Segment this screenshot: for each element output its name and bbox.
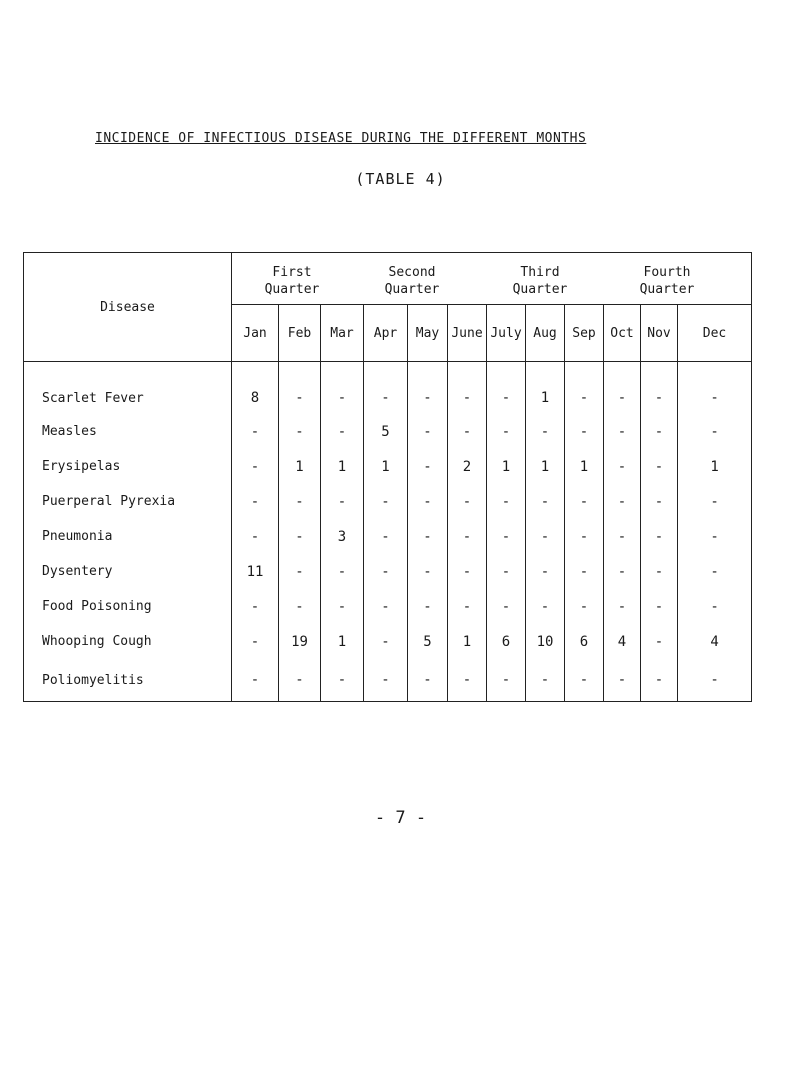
cell-oct: -: [604, 659, 641, 702]
table-row: [24, 554, 752, 589]
disease-name: Pneumonia: [24, 519, 232, 554]
quarter-first: [242, 264, 342, 298]
quarter-third-line2: Quarter: [512, 282, 568, 297]
cell-dec: -: [678, 659, 752, 702]
cell-aug: -: [526, 589, 565, 624]
quarter-first-line1: First: [272, 265, 312, 280]
cell-sep: -: [565, 554, 604, 589]
cell-may: -: [408, 554, 448, 589]
month-header: June: [448, 305, 487, 362]
disease-name: Erysipelas: [24, 449, 232, 484]
cell-dec: -: [678, 519, 752, 554]
quarter-fourth-line1: Fourth: [643, 265, 691, 280]
month-header: Nov: [641, 305, 678, 362]
cell-sep: -: [565, 519, 604, 554]
cell-july: -: [487, 414, 526, 449]
cell-nov: -: [641, 484, 678, 519]
table-row: [24, 484, 752, 519]
cell-feb: -: [279, 484, 321, 519]
cell-june: -: [448, 659, 487, 702]
disease-name: Puerperal Pyrexia: [24, 484, 232, 519]
cell-dec: -: [678, 554, 752, 589]
cell-june: -: [448, 362, 487, 415]
cell-may: -: [408, 519, 448, 554]
cell-dec: 4: [678, 624, 752, 659]
cell-oct: -: [604, 362, 641, 415]
quarter-second-line1: Second: [388, 265, 436, 280]
cell-apr: -: [364, 589, 408, 624]
cell-mar: -: [321, 362, 364, 415]
cell-june: 1: [448, 624, 487, 659]
month-header: Sep: [565, 305, 604, 362]
quarter-headers: [232, 253, 752, 305]
disease-name: Food Poisoning: [24, 589, 232, 624]
cell-mar: -: [321, 554, 364, 589]
table-row: [24, 449, 752, 484]
cell-aug: -: [526, 554, 565, 589]
cell-nov: -: [641, 414, 678, 449]
cell-mar: 1: [321, 624, 364, 659]
cell-sep: -: [565, 659, 604, 702]
month-header: Apr: [364, 305, 408, 362]
page-number: - 7 -: [374, 808, 427, 828]
cell-jan: -: [232, 449, 279, 484]
table-row: [24, 519, 752, 554]
cell-oct: -: [604, 554, 641, 589]
cell-apr: -: [364, 362, 408, 415]
cell-jan: -: [232, 519, 279, 554]
month-header: Aug: [526, 305, 565, 362]
cell-apr: -: [364, 519, 408, 554]
cell-feb: -: [279, 554, 321, 589]
disease-name: Measles: [24, 414, 232, 449]
cell-jan: -: [232, 414, 279, 449]
cell-aug: 10: [526, 624, 565, 659]
table-row: [24, 362, 752, 415]
month-header: Feb: [279, 305, 321, 362]
cell-feb: -: [279, 362, 321, 415]
cell-oct: -: [604, 519, 641, 554]
incidence-table: [23, 252, 752, 702]
cell-jan: -: [232, 484, 279, 519]
cell-mar: 3: [321, 519, 364, 554]
cell-sep: -: [565, 589, 604, 624]
cell-aug: 1: [526, 449, 565, 484]
cell-apr: 5: [364, 414, 408, 449]
cell-june: -: [448, 414, 487, 449]
disease-header-label: Disease: [100, 299, 155, 315]
cell-apr: -: [364, 624, 408, 659]
quarter-fourth: [617, 264, 717, 298]
cell-june: -: [448, 519, 487, 554]
disease-name: Poliomyelitis: [24, 659, 232, 702]
disease-column-header: [24, 253, 232, 362]
cell-july: 1: [487, 449, 526, 484]
table-row: [24, 414, 752, 449]
cell-aug: 1: [526, 362, 565, 415]
quarter-fourth-line2: Quarter: [639, 282, 695, 297]
cell-may: -: [408, 414, 448, 449]
cell-may: -: [408, 449, 448, 484]
cell-feb: 1: [279, 449, 321, 484]
cell-nov: -: [641, 589, 678, 624]
cell-june: 2: [448, 449, 487, 484]
cell-feb: 19: [279, 624, 321, 659]
cell-feb: -: [279, 519, 321, 554]
cell-may: -: [408, 589, 448, 624]
cell-oct: -: [604, 484, 641, 519]
cell-nov: -: [641, 659, 678, 702]
cell-jan: 11: [232, 554, 279, 589]
month-header: Dec: [678, 305, 752, 362]
quarter-second-line2: Quarter: [384, 282, 440, 297]
month-header: July: [487, 305, 526, 362]
cell-jan: -: [232, 659, 279, 702]
disease-name: Dysentery: [24, 554, 232, 589]
cell-may: 5: [408, 624, 448, 659]
quarter-second: [362, 264, 462, 298]
cell-july: 6: [487, 624, 526, 659]
cell-dec: -: [678, 414, 752, 449]
cell-apr: 1: [364, 449, 408, 484]
cell-mar: -: [321, 659, 364, 702]
cell-july: -: [487, 659, 526, 702]
cell-feb: -: [279, 659, 321, 702]
cell-july: -: [487, 589, 526, 624]
cell-july: -: [487, 484, 526, 519]
month-header: Jan: [232, 305, 279, 362]
cell-may: -: [408, 362, 448, 415]
cell-sep: 6: [565, 624, 604, 659]
cell-july: -: [487, 362, 526, 415]
cell-june: -: [448, 554, 487, 589]
cell-oct: -: [604, 414, 641, 449]
month-header: Oct: [604, 305, 641, 362]
cell-july: -: [487, 519, 526, 554]
month-header: Mar: [321, 305, 364, 362]
disease-name: Whooping Cough: [24, 624, 232, 659]
cell-feb: -: [279, 414, 321, 449]
cell-apr: -: [364, 659, 408, 702]
cell-may: -: [408, 659, 448, 702]
cell-jan: -: [232, 624, 279, 659]
month-header: May: [408, 305, 448, 362]
cell-jan: 8: [232, 362, 279, 415]
cell-apr: -: [364, 484, 408, 519]
cell-sep: -: [565, 414, 604, 449]
cell-sep: -: [565, 362, 604, 415]
cell-aug: -: [526, 659, 565, 702]
cell-mar: -: [321, 484, 364, 519]
cell-mar: 1: [321, 449, 364, 484]
table-row: [24, 624, 752, 659]
cell-sep: 1: [565, 449, 604, 484]
cell-mar: -: [321, 414, 364, 449]
cell-aug: -: [526, 414, 565, 449]
cell-july: -: [487, 554, 526, 589]
cell-nov: -: [641, 449, 678, 484]
cell-aug: -: [526, 519, 565, 554]
table-row: [24, 659, 752, 702]
cell-jan: -: [232, 589, 279, 624]
table-body: [24, 362, 752, 702]
cell-june: -: [448, 484, 487, 519]
quarter-third: [490, 264, 590, 298]
cell-apr: -: [364, 554, 408, 589]
cell-dec: -: [678, 589, 752, 624]
cell-oct: -: [604, 589, 641, 624]
quarter-first-line2: Quarter: [264, 282, 320, 297]
table-label: (TABLE 4): [355, 170, 446, 188]
cell-oct: -: [604, 449, 641, 484]
cell-dec: -: [678, 362, 752, 415]
cell-mar: -: [321, 589, 364, 624]
cell-may: -: [408, 484, 448, 519]
quarter-third-line1: Third: [520, 265, 560, 280]
page-title: INCIDENCE OF INFECTIOUS DISEASE DURING THE DIFFERENT MONTHS: [95, 131, 587, 146]
cell-dec: -: [678, 484, 752, 519]
cell-oct: 4: [604, 624, 641, 659]
cell-aug: -: [526, 484, 565, 519]
cell-june: -: [448, 589, 487, 624]
cell-nov: -: [641, 624, 678, 659]
disease-name: Scarlet Fever: [24, 362, 232, 415]
quarter-header-row: [24, 253, 752, 305]
cell-feb: -: [279, 589, 321, 624]
cell-nov: -: [641, 362, 678, 415]
cell-sep: -: [565, 484, 604, 519]
cell-dec: 1: [678, 449, 752, 484]
cell-nov: -: [641, 519, 678, 554]
cell-nov: -: [641, 554, 678, 589]
table-row: [24, 589, 752, 624]
